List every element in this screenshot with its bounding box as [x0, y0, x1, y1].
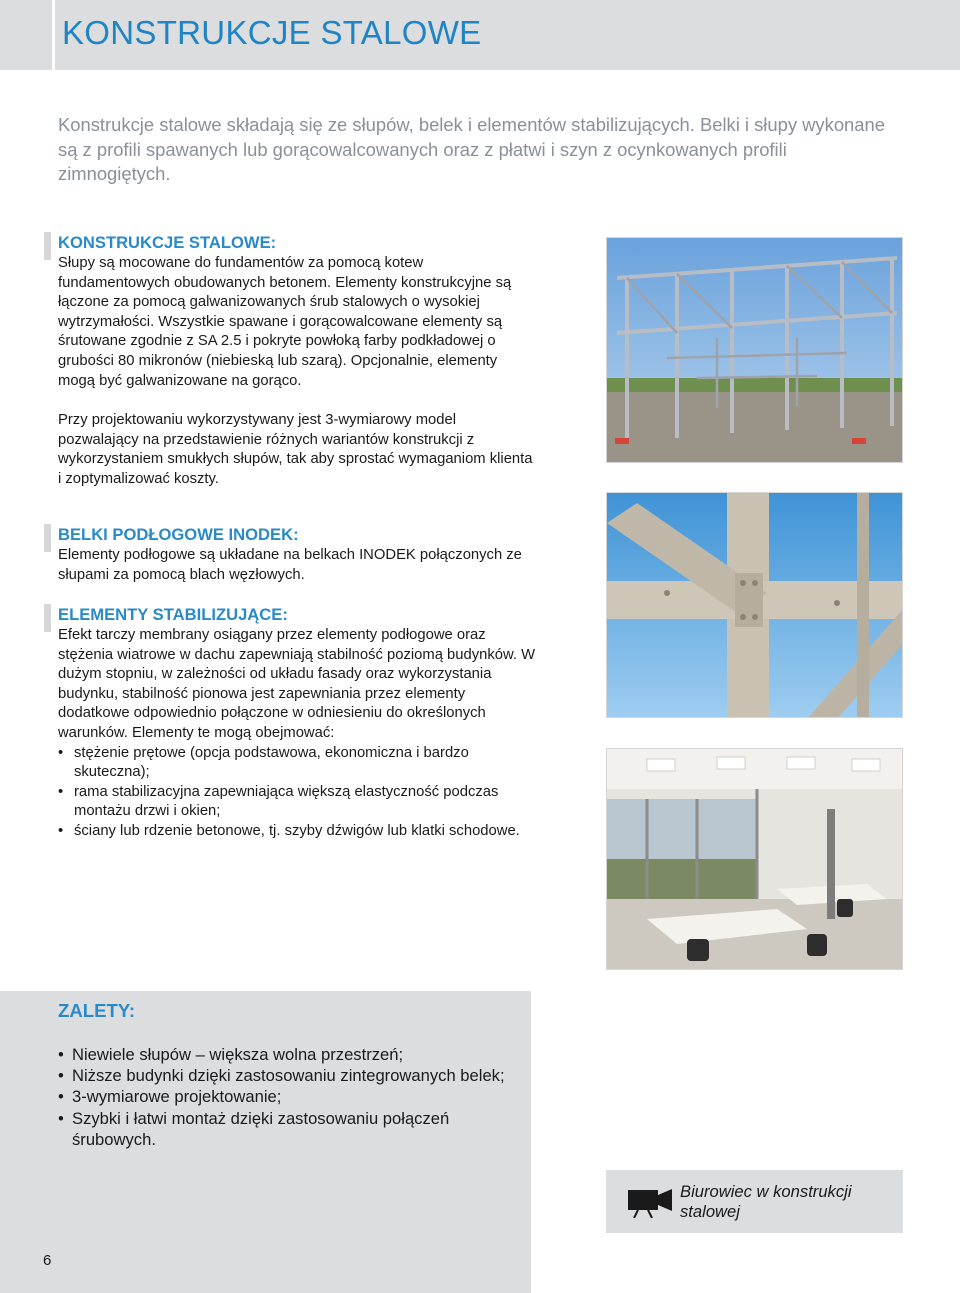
- intro-paragraph: Konstrukcje stalowe składają się ze słupów, belek i elementów stabilizujących. Belki i słupy wykonane są z profili spawanych lub gorącowalcowanych oraz z płatwi i szyn z ocynkowanych profili zimnogiętych.: [58, 114, 885, 184]
- list-item: • ściany lub rdzenie betonowe, tj. szyby dźwigów lub klatki schodowe.: [58, 822, 538, 842]
- page-header: [0, 0, 960, 70]
- list-item: • stężenie prętowe (opcja podstawowa, ekonomiczna i bardzo skuteczna);: [58, 744, 538, 783]
- section-inodek-beams: [58, 524, 538, 585]
- section-marker: [44, 232, 51, 260]
- section-heading: ELEMENTY STABILIZUJĄCE:: [58, 605, 288, 624]
- advantages-heading: ZALETY:: [58, 1000, 136, 1021]
- video-link[interactable]: [606, 1170, 903, 1233]
- section-paragraph: Elementy podłogowe są układane na belkach INODEK połączonych ze słupami za pomocą blach węzłowych.: [58, 547, 522, 583]
- advantages-list: [58, 1044, 508, 1150]
- section-paragraph: Słupy są mocowane do fundamentów za pomocą kotew fundamentowych obudowanych betonem. Elementy konstrukcyjne są łączone za pomocą galwanizowanych śrub stalowych o wysokiej wytrzymałości. Wszystkie spawane i gorącowalcowane elementy są śrutowane zgodnie z SA 2.5 i pokryte powłoką farby podkładowej o grubości 80 mikronów (niebieską lub szarą). Opcjonalnie, elementy mogą być galwanizowane na gorąco.: [58, 255, 512, 389]
- section-marker: [44, 524, 51, 552]
- section-stabilizing-elements: [58, 604, 538, 842]
- list-item: • Szybki i łatwi montaż dzięki zastosowaniu połączeń śrubowych.: [58, 1108, 508, 1150]
- section-paragraph: Efekt tarczy membrany osiągany przez elementy podłogowe oraz stężenia wiatrowe w dachu zapewniają stabilność poziomą budynków. W dużym stopniu, w zależności od układu fasady oraz wykorzystania budynku, stabilność pionowa jest zapewniania przez elementy dodatkowe odpowiednio połączone w odniesieniu do określonych warunków. Elementy te mogą obejmować:: [58, 627, 536, 741]
- list-item: • Niższe budynki dzięki zastosowaniu zintegrowanych belek;: [58, 1065, 508, 1086]
- section-heading: BELKI PODŁOGOWE INODEK:: [58, 525, 299, 544]
- page-number: 6: [43, 1252, 52, 1269]
- video-camera-icon: [628, 1186, 672, 1218]
- section-heading: KONSTRUKCJE STALOWE:: [58, 233, 277, 252]
- stabilizing-elements-list: [58, 744, 538, 842]
- video-caption: Biurowiec w konstrukcji stalowej: [680, 1182, 852, 1221]
- office-interior-photo: [606, 748, 903, 970]
- list-item: • rama stabilizacyjna zapewniająca większą elastyczność podczas montażu drzwi i okien;: [58, 783, 538, 822]
- header-accent-bar: [52, 0, 55, 70]
- section-marker: [44, 604, 51, 632]
- steel-frame-construction-photo: [606, 237, 903, 463]
- list-item: • 3-wymiarowe projektowanie;: [58, 1086, 508, 1107]
- list-item: • Niewiele słupów – większa wolna przestrzeń;: [58, 1044, 508, 1065]
- steel-beam-connection-photo: [606, 492, 903, 718]
- section-paragraph: Przy projektowaniu wykorzystywany jest 3-wymiarowy model pozwalający na przedstawienie różnych wariantów konstrukcji z wykorzystaniem smukłych słupów, tak aby sprostać wymaganiom klienta i zoptymalizować koszty.: [58, 412, 533, 487]
- page-title: KONSTRUKCJE STALOWE: [62, 14, 482, 51]
- section-steel-structures: [58, 232, 538, 490]
